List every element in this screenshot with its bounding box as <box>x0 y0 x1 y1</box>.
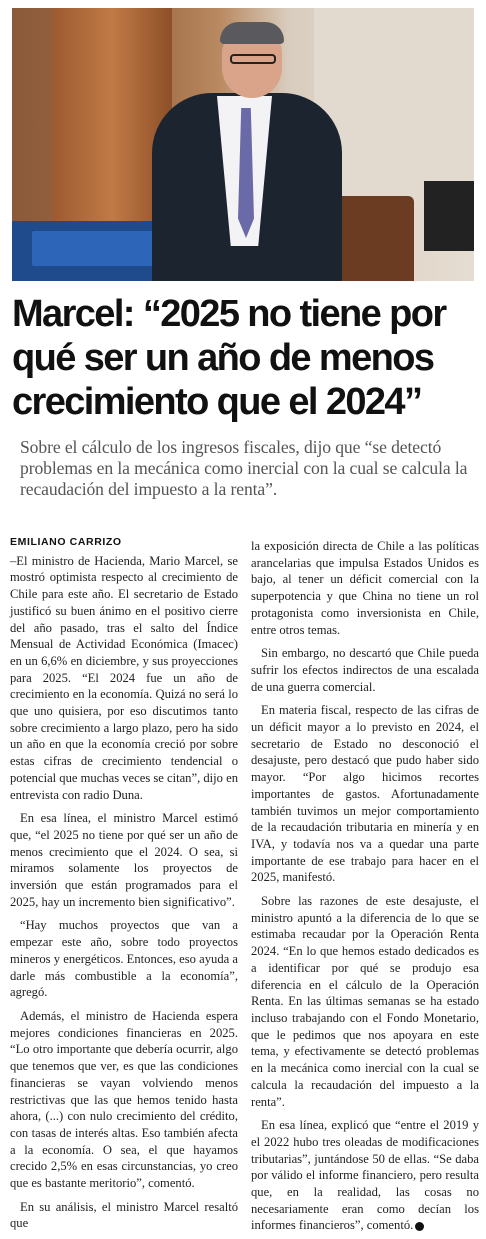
paragraph: la exposición directa de Chile a las políticas arancelarias que impulsa Estados Unidos es bajo, al tener un déficit comercial con la superpotencia y que China no tiene un rol protagonista como inversionista en Chile, entre otros temas. <box>251 539 479 637</box>
paragraph: En esa línea, explicó que “entre el 2019 y el 2022 hubo tres oleadas de modificaciones tributarias”, juntándose 50 de ellas. “Se daba por válido el informe financiero, pero resulta que, en la realidad, las cosas no necesariamente eran como decían los informes financieros”, comentó. <box>251 1118 479 1233</box>
paragraph: Sin embargo, no descartó que Chile pueda sufrir los efectos indirectos de una escalada de una guerra comercial. <box>251 646 479 694</box>
paragraph: Sobre las razones de este desajuste, el ministro apuntó a la diferencia de lo que se estimaba recaudar por la Operación Renta 2024. “En lo que hemos estado dedicados es a identificar por qué se produjo esa diferencia en el cálculo de la Operación Renta. En las últimas semanas se ha estado incluso trabajando con el Fondo Monetario, que le pedimos que nos apoyara en este tema, y efectivamente se detectó problemas en la mecánica como inercial con la cual se calcula la recaudación del impuesto a la renta”. <box>251 894 479 1109</box>
article-photo <box>12 8 474 281</box>
article-column-left <box>10 534 238 1239</box>
byline: EMILIANO CARRIZO <box>10 536 122 548</box>
article-column-right <box>251 538 479 1234</box>
paragraph: –El ministro de Hacienda, Mario Marcel, se mostró optimista respecto al crecimiento de Chile para este año. El secretario de Estado justificó su buen ánimo en el positivo cierre del año pasado, tras el salto del Índice Mensual de Actividad Económica (Imacec) en un 6,6% en diciembre, y sus proyecciones para 2025. “El 2024 fue un año de crecimiento en la economía. Quizá no será lo que uno quisiera, por eso discutimos tanto sobre crecimiento a largo plazo, pero ha sido un año en que la economía creció por sobre estas cifras de crecimiento tendencial o potencial que muchas veces se citan”, dijo en entrevista con radio Duna. <box>10 553 238 802</box>
deck-subtitle: Sobre el cálculo de los ingresos fiscales, dijo que “se detectó problemas en la mecánica como inercial con la cual se calcula la recaudación del impuesto a la renta”. <box>20 437 468 499</box>
paragraph: En esa línea, el ministro Marcel estimó que, “el 2025 no tiene por qué ser un año de menos crecimiento que el 2024. O sea, si miramos solamente los proyectos de inversión que están programados para el 2025, hay un incremento bien significativo”. <box>10 811 238 909</box>
paragraph: Además, el ministro de Hacienda espera mejores condiciones financieras en 2025. “Lo otro importante que debería ocurrir, algo que tenemos que ver, es que las condiciones financieras se vayan volviendo menos restrictivas que las que hemos tenido hasta ahora, (...) con nulo crecimiento del crédito, con tasas de interés altas. Eso también afecta a la economía. O sea, el que hayamos crecido 2,5% en esas circunstancias, yo creo que es bastante meritorio”, comentó. <box>10 1008 238 1191</box>
end-of-article-icon <box>415 1222 424 1231</box>
paragraph: En materia fiscal, respecto de las cifras de un déficit mayor a lo previsto en 2024, el secretario de Estado no desconoció el desajuste, pero destacó que pudo haber sido mayor. “Por algo hicimos recortes importantes de gastos. Afortunadamente también tuvimos un mejor comportamiento de la recaudación tributaria en minería y en IVA, y todavía nos va a quedar una parte importante de ese trabajo para hacer en el 2025, manifestó. <box>251 703 479 885</box>
headline: Marcel: “2025 no tiene por qué ser un año de menos crecimiento que el 2024” <box>12 293 446 423</box>
paragraph: En su análisis, el ministro Marcel resaltó que <box>10 1199 238 1231</box>
paragraph: “Hay muchos proyectos que van a empezar este año, sobre todo proyectos mineros y energéticos. Entonces, eso ayuda a darle más combustible a la economía”, agregó. <box>10 918 238 1000</box>
